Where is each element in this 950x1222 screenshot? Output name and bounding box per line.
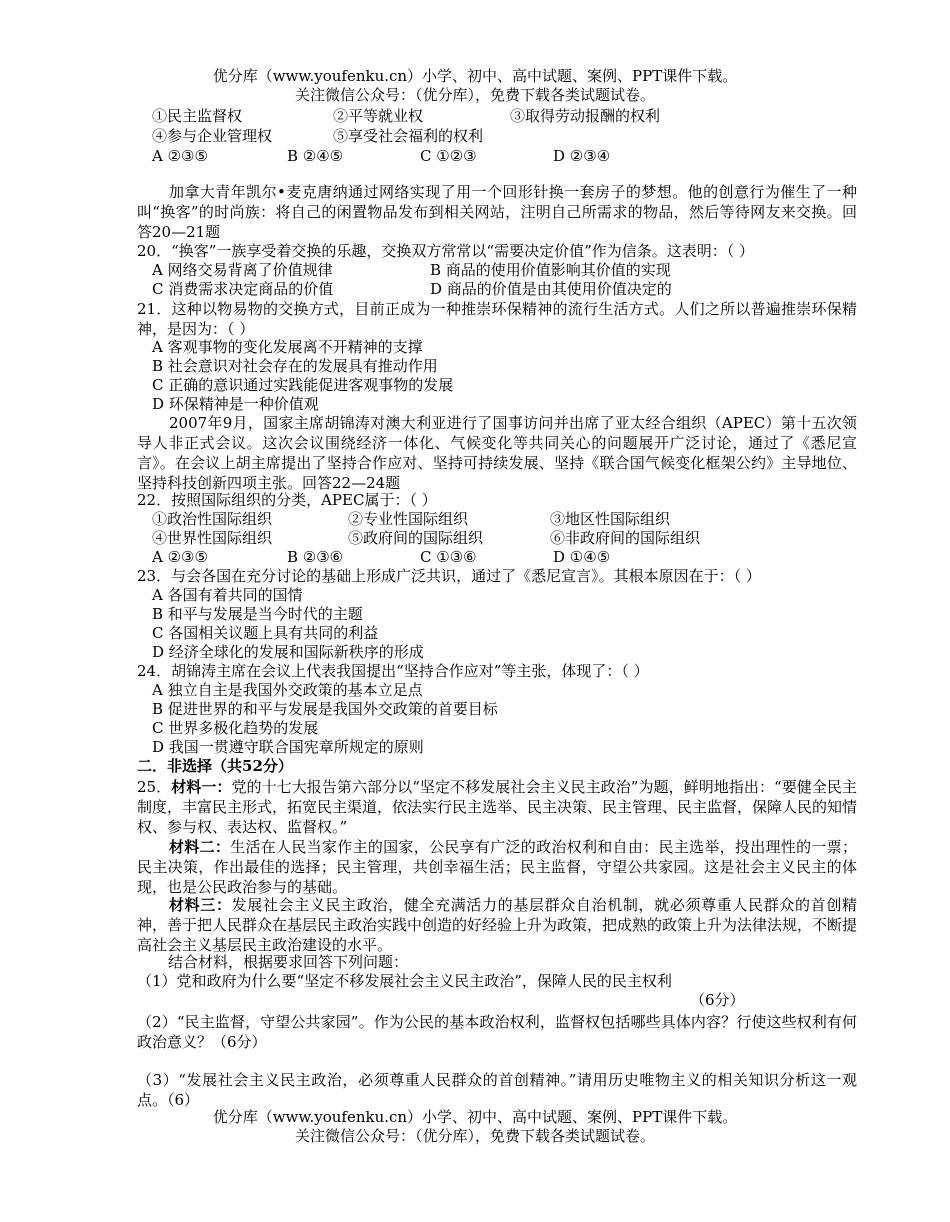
material-3-label: 材料三：	[169, 896, 232, 914]
q19-item-5: ⑤享受社会福利的权利	[333, 127, 484, 145]
q19-item-1: ①民主监督权	[152, 107, 243, 125]
q20-option-c: C 消费需求决定商品的价值	[152, 280, 334, 298]
q22-item-3: ③地区性国际组织	[550, 510, 671, 528]
q25-sub-3: （3）“发展社会主义民主政治，必须尊重人民群众的首创精神。”请用历史唯物主义的相关知识分析这一观点。（6）	[137, 1071, 857, 1109]
material-2-text: 生活在人民当家作主的国家，公民享有广泛的政治权利和自由：民主选举，投出理性的一票；民主决策，作出最佳的选择；民主管理，共创幸福生活；民主监督，守望公共家园。这是社会主义民主的体现，也是公民政治参与的基础。	[137, 838, 857, 896]
footer-line-2: 关注微信公众号：（优分库），免费下载各类试题试卷。	[294, 1127, 655, 1145]
q22-option-a: A ②③⑤	[152, 548, 208, 566]
q19-item-2: ②平等就业权	[333, 107, 424, 125]
material-2-label: 材料二：	[169, 838, 231, 856]
header-line-1: 优分库（www.youfenku.cn）小学、初中、高中试题、案例、PPT课件下载。	[212, 67, 738, 85]
q21-stem: 21．这种以物易物的交换方式，目前正成为一种推崇环保精神的流行生活方式。人们之所以普遍推崇环保精神，是因为：（ ）	[137, 300, 857, 338]
q25-material-1	[137, 777, 857, 837]
q25-number: 25．	[137, 778, 172, 796]
q22-option-d: D ①④⑤	[553, 548, 611, 566]
q19-option-b: B ②④⑤	[287, 147, 344, 165]
q19-option-d: D ②③④	[553, 147, 611, 165]
q21-option-a: A 客观事物的变化发展离不开精神的支撑	[152, 338, 423, 356]
q21-option-b: B 社会意识对社会存在的发展具有推动作用	[152, 357, 438, 375]
material-1-text: 党的十七大报告第六部分以“坚定不移发展社会主义民主政治”为题，鲜明地指出：“要健全民主制度，丰富民主形式，拓宽民主渠道，依法实行民主选举、民主决策、民主管理、民主监督，保障人民的知情权、参与权、表达权、监督权。”	[137, 778, 858, 836]
q19-option-a: A ②③⑤	[152, 147, 208, 165]
q22-item-1: ①政治性国际组织	[152, 510, 273, 528]
q25-material-2	[137, 837, 857, 897]
q22-item-4: ④世界性国际组织	[152, 529, 273, 547]
q23-stem: 23．与会各国在充分讨论的基础上形成广泛共识，通过了《悉尼宣言》。其根本原因在于：（ ）	[137, 567, 761, 585]
q19-option-c: C ①②③	[420, 147, 477, 165]
q25-sub-2: （2）“民主监督，守望公共家园”。作为公民的基本政治权利，监督权包括哪些具体内容？行使这些权利有何政治意义？（6分）	[137, 1013, 857, 1051]
q24-stem: 24．胡锦涛主席在会议上代表我国提出“坚持合作应对”等主张，体现了：（ ）	[137, 662, 649, 680]
q23-option-b: B 和平与发展是当今时代的主题	[152, 605, 363, 623]
q20-stem: 20．“换客”一族享受着交换的乐趣，交换双方常常以“需要决定价值”作为信条。这表明：（ ）	[137, 242, 755, 260]
q24-option-a: A 独立自主是我国外交政策的基本立足点	[152, 681, 423, 699]
q22-option-c: C ①③⑥	[420, 548, 477, 566]
q25-prompt: 结合材料，根据要求回答下列问题：	[168, 953, 409, 971]
q20-option-b: B 商品的使用价值影响其价值的实现	[430, 261, 671, 279]
q23-option-c: C 各国相关议题上具有共同的利益	[152, 624, 379, 642]
q19-item-4: ④参与企业管理权	[152, 127, 273, 145]
q25-material-3	[137, 895, 857, 955]
q20-option-a: A 网络交易背离了价值规律	[152, 261, 333, 279]
material-22-24: 2007年9月，国家主席胡锦涛对澳大利亚进行了国事访问并出席了亚太经合组织（APEC）第十五次领导人非正式会议。这次会议围绕经济一体化、气候变化等共同关心的问题展开广泛讨论，通过了《悉尼宣言》。在会议上胡主席提出了坚持合作应对、坚持可持续发展、坚持《联合国气候变化框架公约》主导地位、坚持科技创新四项主张。回答22—24题	[137, 414, 857, 492]
material-1-label: 材料一：	[171, 778, 232, 796]
q21-option-d: D 环保精神是一种价值观	[152, 395, 319, 413]
q21-option-c: C 正确的意识通过实践能促进客观事物的发展	[152, 376, 454, 394]
q22-option-b: B ②③⑥	[287, 548, 344, 566]
header-line-2: 关注微信公众号：（优分库），免费下载各类试题试卷。	[294, 86, 655, 104]
q24-option-d: D 我国一贯遵守联合国宪章所规定的原则	[152, 738, 424, 756]
q19-item-3: ③取得劳动报酬的权利	[510, 107, 661, 125]
q23-option-a: A 各国有着共同的国情	[152, 586, 303, 604]
q22-item-5: ⑤政府间的国际组织	[348, 529, 484, 547]
q25-sub-1: （1）党和政府为什么要“坚定不移发展社会主义民主政治”，保障人民的民主权利	[137, 972, 672, 990]
q23-option-d: D 经济全球化的发展和国际新秩序的形成	[152, 643, 424, 661]
q20-option-d: D 商品的价值是由其使用价值决定的	[430, 280, 672, 298]
material-20-21: 加拿大青年凯尔•麦克唐纳通过网络实现了用一个回形针换一套房子的梦想。他的创意行为催生了一种叫“换客”的时尚族：将自己的闲置物品发布到相关网站，注明自己所需求的物品，然后等待网友来交换。回答20—21题	[137, 183, 857, 241]
footer-line-1: 优分库（www.youfenku.cn）小学、初中、高中试题、案例、PPT课件下载。	[212, 1108, 738, 1126]
q24-option-b: B 促进世界的和平与发展是我国外交政策的首要目标	[152, 700, 498, 718]
material-3-text: 发展社会主义民主政治，健全充满活力的基层群众自治机制，就必须尊重人民群众的首创精神，善于把人民群众在基层民主政治实践中创造的好经验上升为政策，把成熟的政策上升为法律法规，不断提高社会主义基层民主政治建设的水平。	[137, 896, 858, 954]
q22-item-6: ⑥非政府间的国际组织	[550, 529, 701, 547]
q25-sub-1-score: （6分）	[690, 991, 745, 1009]
q24-option-c: C 世界多极化趋势的发展	[152, 719, 319, 737]
section-heading: 二．非选择（共52分）	[137, 757, 293, 775]
q22-item-2: ②专业性国际组织	[348, 510, 469, 528]
q22-stem: 22．按照国际组织的分类，APEC属于：（ ）	[137, 491, 437, 509]
